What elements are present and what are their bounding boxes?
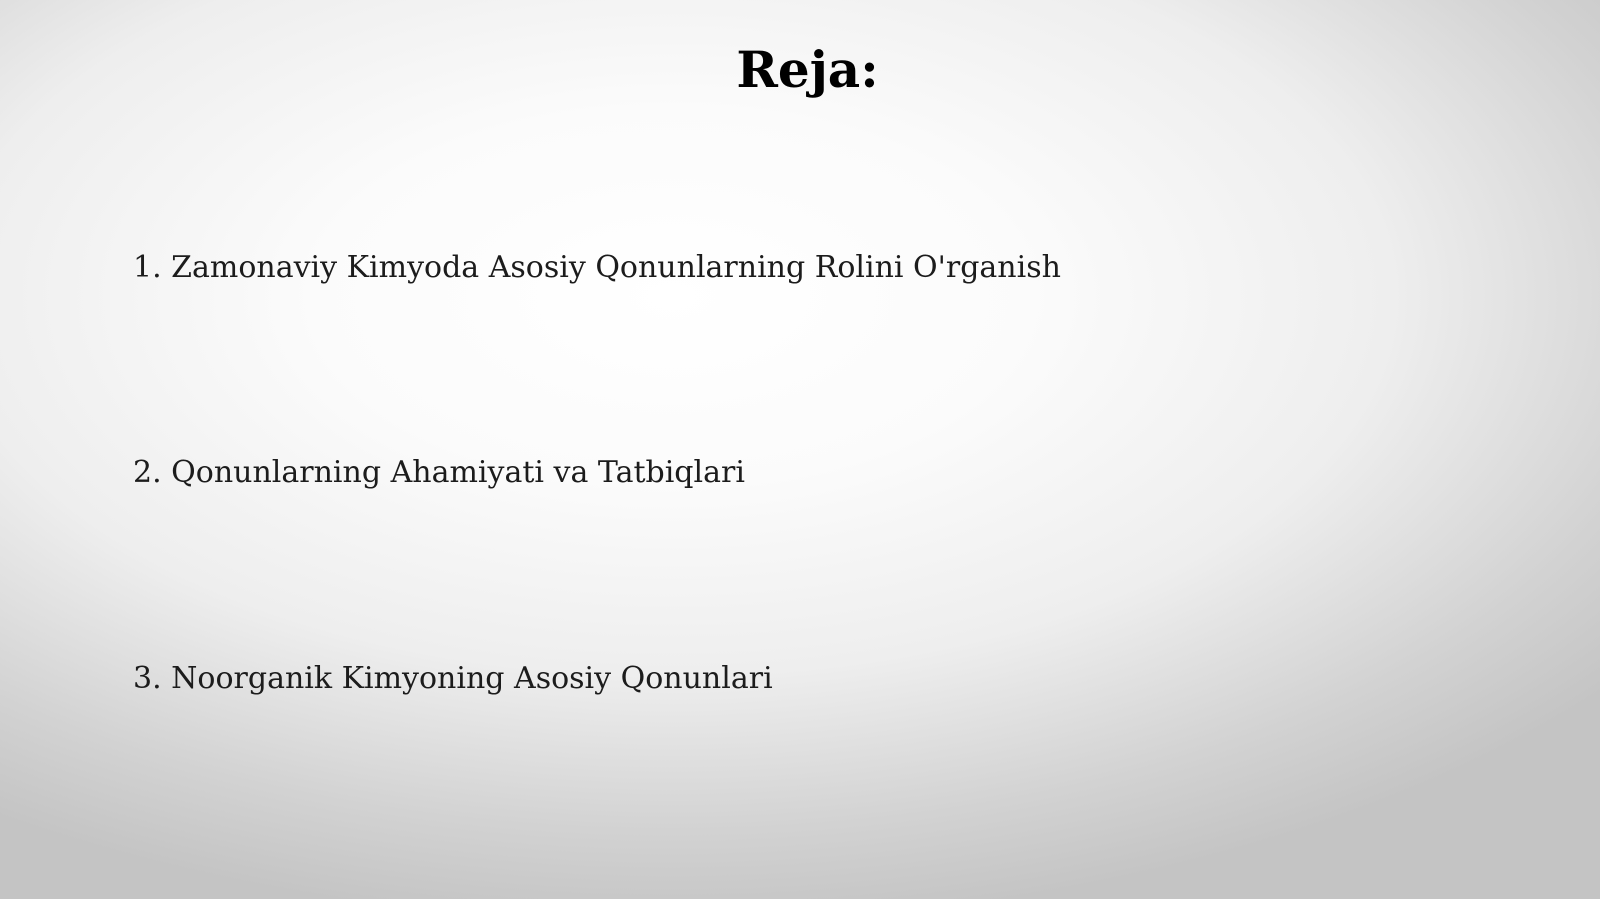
plan-item-3: 3. Noorganik Kimyoning Asosiy Qonunlari: [133, 661, 773, 696]
slide-title: Reja:: [736, 40, 879, 99]
plan-item-2: 2. Qonunlarning Ahamiyati va Tatbiqlari: [133, 455, 745, 490]
plan-item-1: 1. Zamonaviy Kimyoda Asosiy Qonunlarning Rolini O'rganish: [133, 250, 1061, 285]
